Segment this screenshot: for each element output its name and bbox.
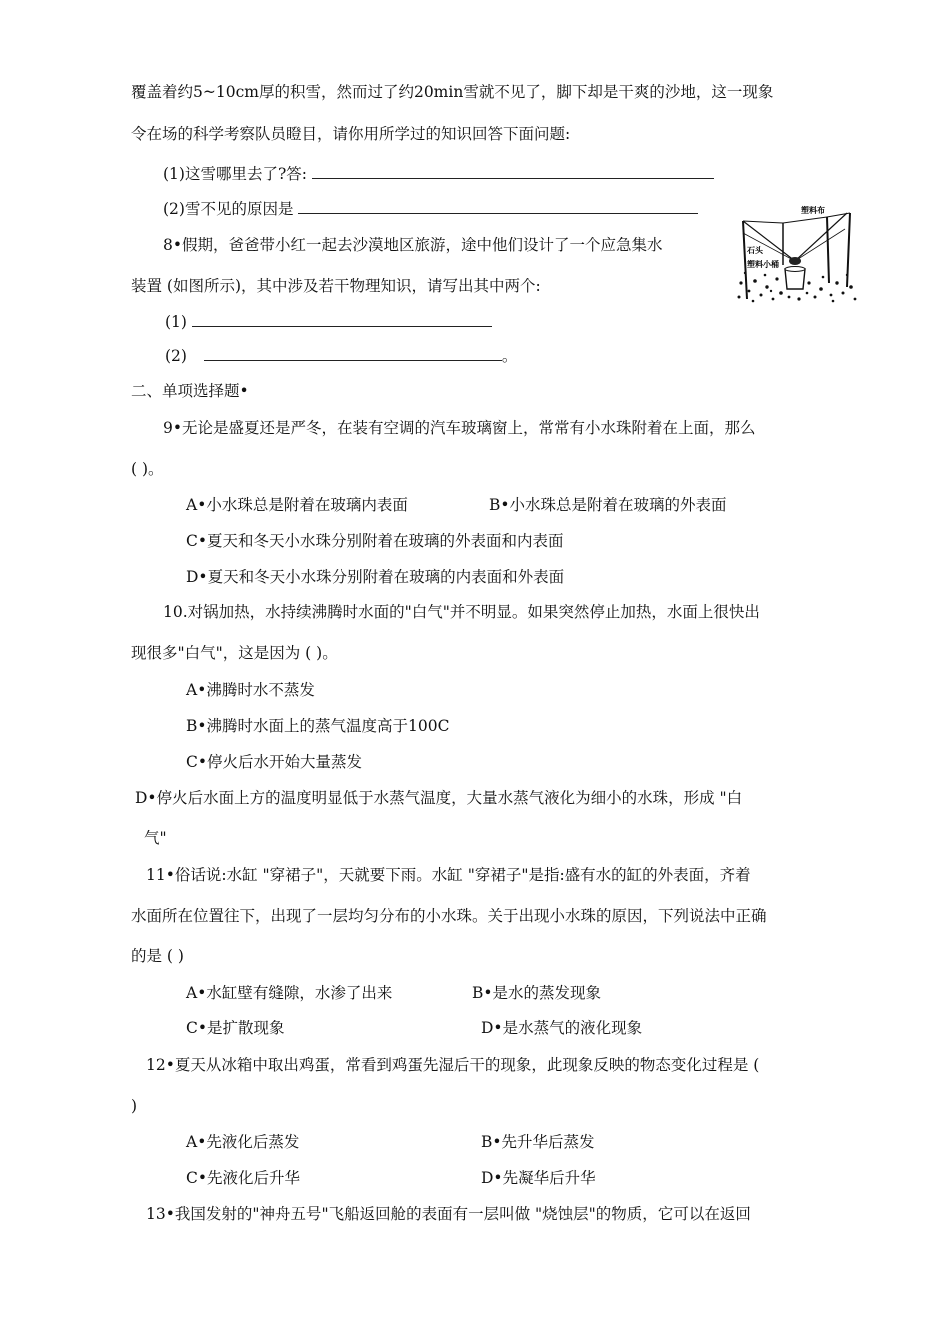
q10-option-d-line-1[interactable]: D•停火后水面上方的温度明显低于水蒸气温度，大量水蒸气液化为细小的水珠，形成 "白 [135,789,743,807]
figure-label-bucket: 塑料小桶 [747,260,779,269]
q7-sub-2-label: (2)雪不见的原因是 [163,200,294,218]
q7-sub-1-label: (1)这雪哪里去了?答: [163,165,307,183]
q9-option-b[interactable]: B•小水珠总是附着在玻璃的外表面 [489,496,727,514]
q11-line-3: 的是 ( ) [131,947,184,965]
q10-option-a[interactable]: A•沸腾时水不蒸发 [186,681,315,699]
q12-option-b[interactable]: B•先升华后蒸发 [481,1133,595,1151]
q10-option-b[interactable]: B•沸腾时水面上的蒸气温度高于100C [186,717,450,735]
water-collector-figure [735,203,859,305]
q8-answer-blank-2[interactable] [204,346,502,361]
q9-line-1: 9•无论是盛夏还是严冬，在装有空调的汽车玻璃窗上，常常有小水珠附着在上面，那么 [163,419,756,437]
q12-option-c[interactable]: C•先液化后升华 [186,1169,301,1187]
q13-line-1: 13•我国发射的"神舟五号"飞船返回舱的表面有一层叫做 "烧蚀层"的物质，它可以在返回 [146,1205,751,1223]
q8-answer-2 [165,346,517,366]
figure-label-cloth: 塑料布 [801,206,825,215]
q8-answer-1 [165,312,492,332]
q8-answer-1-label: (1) [165,313,187,331]
q7-sub-2 [163,199,698,219]
q7-answer-blank-2[interactable] [298,199,698,214]
q11-option-b[interactable]: B•是水的蒸发现象 [472,984,602,1002]
q10-option-c[interactable]: C•停火后水开始大量蒸发 [186,753,363,771]
q10-option-d-line-2: 气" [144,829,167,847]
q11-option-a[interactable]: A•水缸壁有缝隙，水渗了出来 [186,984,393,1002]
q7-answer-blank-1[interactable] [312,164,714,179]
q12-option-d[interactable]: D•先凝华后升华 [481,1169,596,1187]
q9-line-2: ( )。 [131,460,164,478]
q10-line-1: 10.对锅加热，水持续沸腾时水面的"白气"并不明显。如果突然停止加热，水面上很快出 [163,603,760,621]
q11-line-1: 11•俗话说:水缸 "穿裙子"，天就要下雨。水缸 "穿裙子"是指:盛有水的缸的外表面，齐着 [146,866,751,884]
q12-line-1: 12•夏天从冰箱中取出鸡蛋，常看到鸡蛋先湿后干的现象，此现象反映的物态变化过程是 ( [146,1056,760,1074]
q7-line-1: 覆盖着约5~10cm厚的积雪，然而过了约20min雪就不见了，脚下却是干爽的沙地，这一现象 [131,83,774,101]
q9-option-d[interactable]: D•夏天和冬天小水珠分别附着在玻璃的内表面和外表面 [186,568,565,586]
q9-option-a[interactable]: A•小水珠总是附着在玻璃内表面 [186,496,408,514]
q8-answer-2-end: 。 [501,347,518,365]
q8-answer-2-label: (2) [165,347,187,365]
q10-line-2: 现很多"白气"，这是因为 ( )。 [131,644,338,662]
q7-sub-1 [163,164,714,184]
q12-option-a[interactable]: A•先液化后蒸发 [186,1133,300,1151]
section-2-heading: 二、单项选择题• [131,382,249,400]
q11-option-c[interactable]: C•是扩散现象 [186,1019,285,1037]
q12-line-2: ) [131,1097,138,1115]
q11-line-2: 水面所在位置往下，出现了一层均匀分布的小水珠。关于出现小水珠的原因，下列说法中正确 [131,907,767,925]
q8-line-1: 8•假期，爸爸带小红一起去沙漠地区旅游，途中他们设计了一个应急集水 [163,236,663,254]
q9-option-c[interactable]: C•夏天和冬天小水珠分别附着在玻璃的外表面和内表面 [186,532,564,550]
q8-answer-blank-1[interactable] [192,312,492,327]
figure-label-stone: 石头 [747,246,763,255]
q11-option-d[interactable]: D•是水蒸气的液化现象 [481,1019,643,1037]
q7-line-2: 令在场的科学考察队员瞪目，请你用所学过的知识回答下面问题: [131,125,571,143]
q8-line-2: 装置 (如图所示)，其中涉及若干物理知识，请写出其中两个: [131,277,541,295]
